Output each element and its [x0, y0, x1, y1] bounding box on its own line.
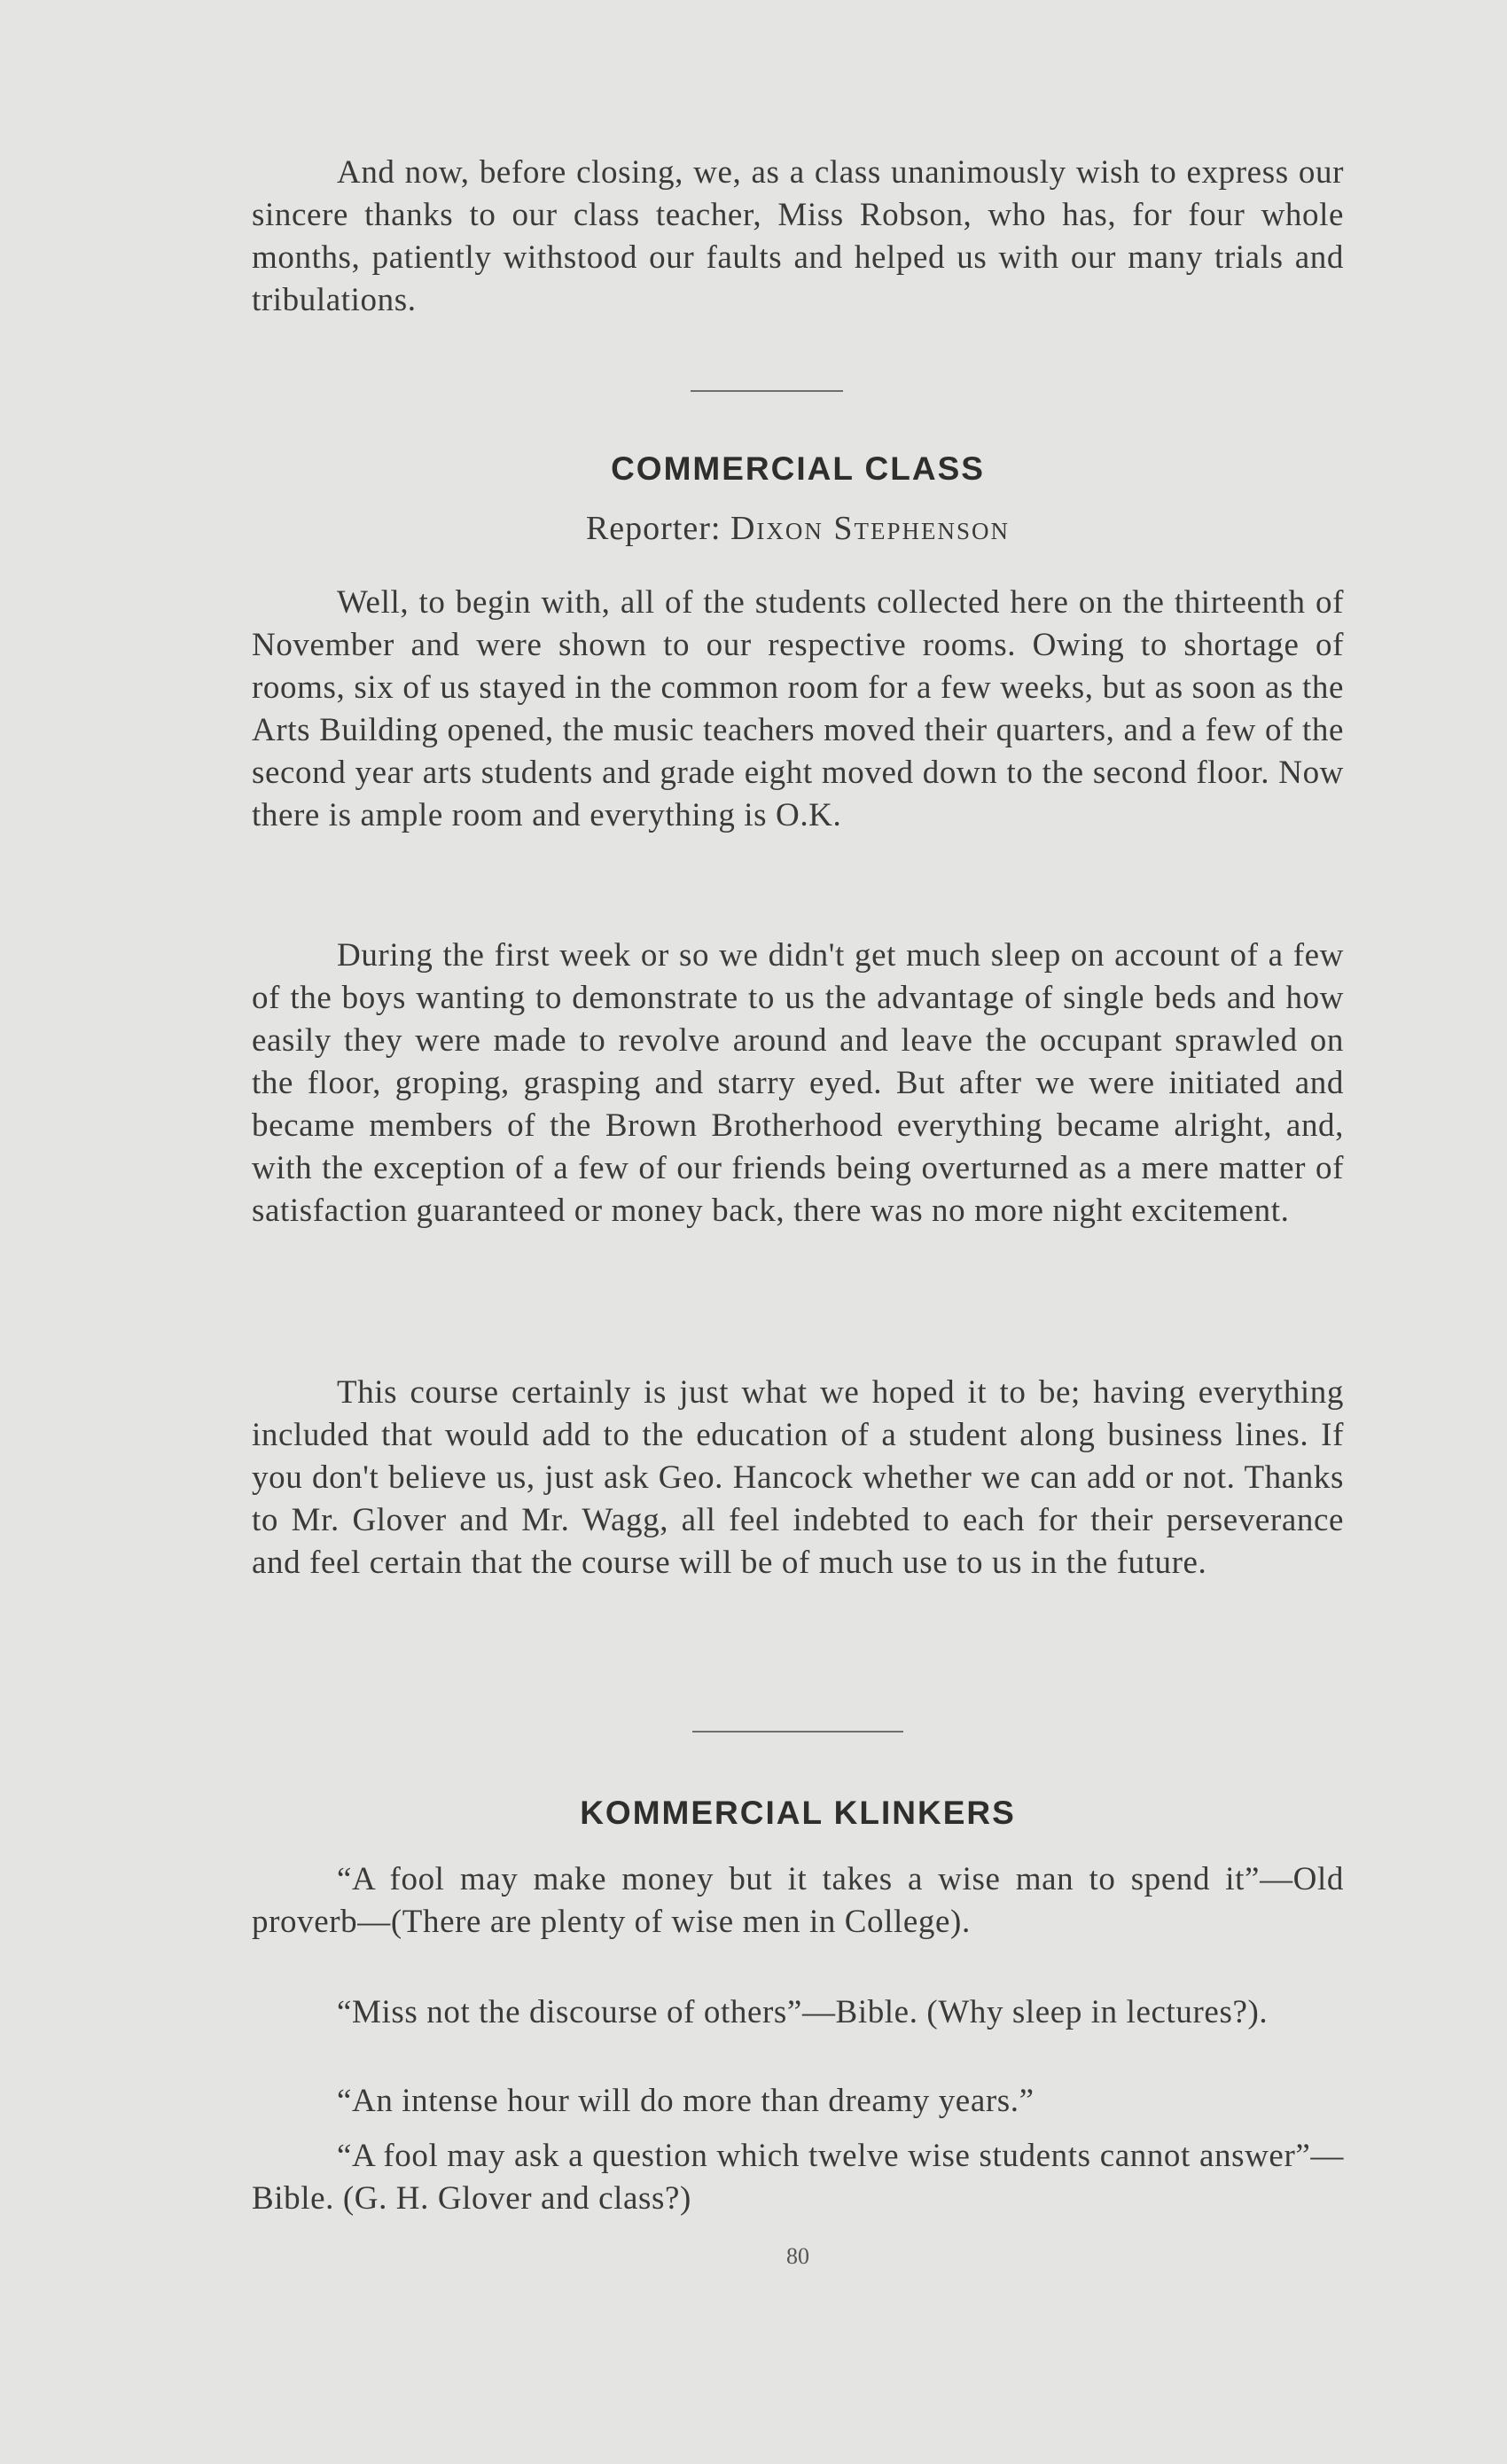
reporter-label: Reporter:	[585, 510, 722, 547]
intro-paragraph: And now, before closing, we, as a class unanimously wish to express our sincere thanks to our class teacher, Miss Robson, who has, for four whole months, patiently withstood our faults and helped us with our many trials and tribulations.	[252, 154, 1344, 318]
klinker-quote-2: “Miss not the discourse of others”—Bible. (Why sleep in lectures?).	[337, 1994, 1269, 2030]
reporter-name: Dixon Stephenson	[730, 510, 1011, 547]
commercial-paragraph-1: Well, to begin with, all of the students collected here on the thirteenth of November and were shown to our respective rooms. Owing to shortage of rooms, six of us stayed in the common room for a few weeks, but as soon as the Arts Building opened, the music teachers moved their quarters, and a few of the second year arts students and grade eight moved down to the second floor. Now there is ample room and everything is O.K.	[252, 584, 1344, 833]
section-heading-commercial-class: COMMERCIAL CLASS	[611, 450, 985, 487]
commercial-paragraph-2: During the first week or so we didn't get much sleep on account of a few of the boys wanting to demonstrate to us the advantage of single beds and how easily they were made to revolve around and leave the occupant sprawled on the floor, groping, grasping and starry eyed. But after we were initiated and became members of the Brown Brotherhood everything became alright, and, with the exception of a few of our friends being overturned as a mere matter of satisfaction guaranteed or money back, there was no more night excitement.	[252, 937, 1344, 1229]
commercial-paragraph-3: This course certainly is just what we hoped it to be; having everything included that would add to the education of a student along business lines. If you don't believe us, just ask Geo. Hancock whether we can add or not. Thanks to Mr. Glover and Mr. Wagg, all feel indebted to each for their perseverance and feel certain that the course will be of much use to us in the future.	[252, 1374, 1344, 1581]
section-divider	[691, 390, 843, 392]
klinker-quote-1: “A fool may make money but it takes a wise man to spend it”—Old proverb—(There are plenty of wise men in College).	[252, 1861, 1344, 1940]
page-number: 80	[786, 2243, 809, 2269]
klinker-quote-4: “A fool may ask a question which twelve wise students cannot answer”—Bible. (G. H. Glover and class?)	[252, 2138, 1344, 2217]
reporter-line	[252, 509, 1344, 548]
klinker-quote-3: “An intense hour will do more than dreamy years.”	[337, 2083, 1035, 2119]
section-heading-kommercial-klinkers: KOMMERCIAL KLINKERS	[580, 1795, 1016, 1831]
section-divider	[692, 1731, 903, 1733]
